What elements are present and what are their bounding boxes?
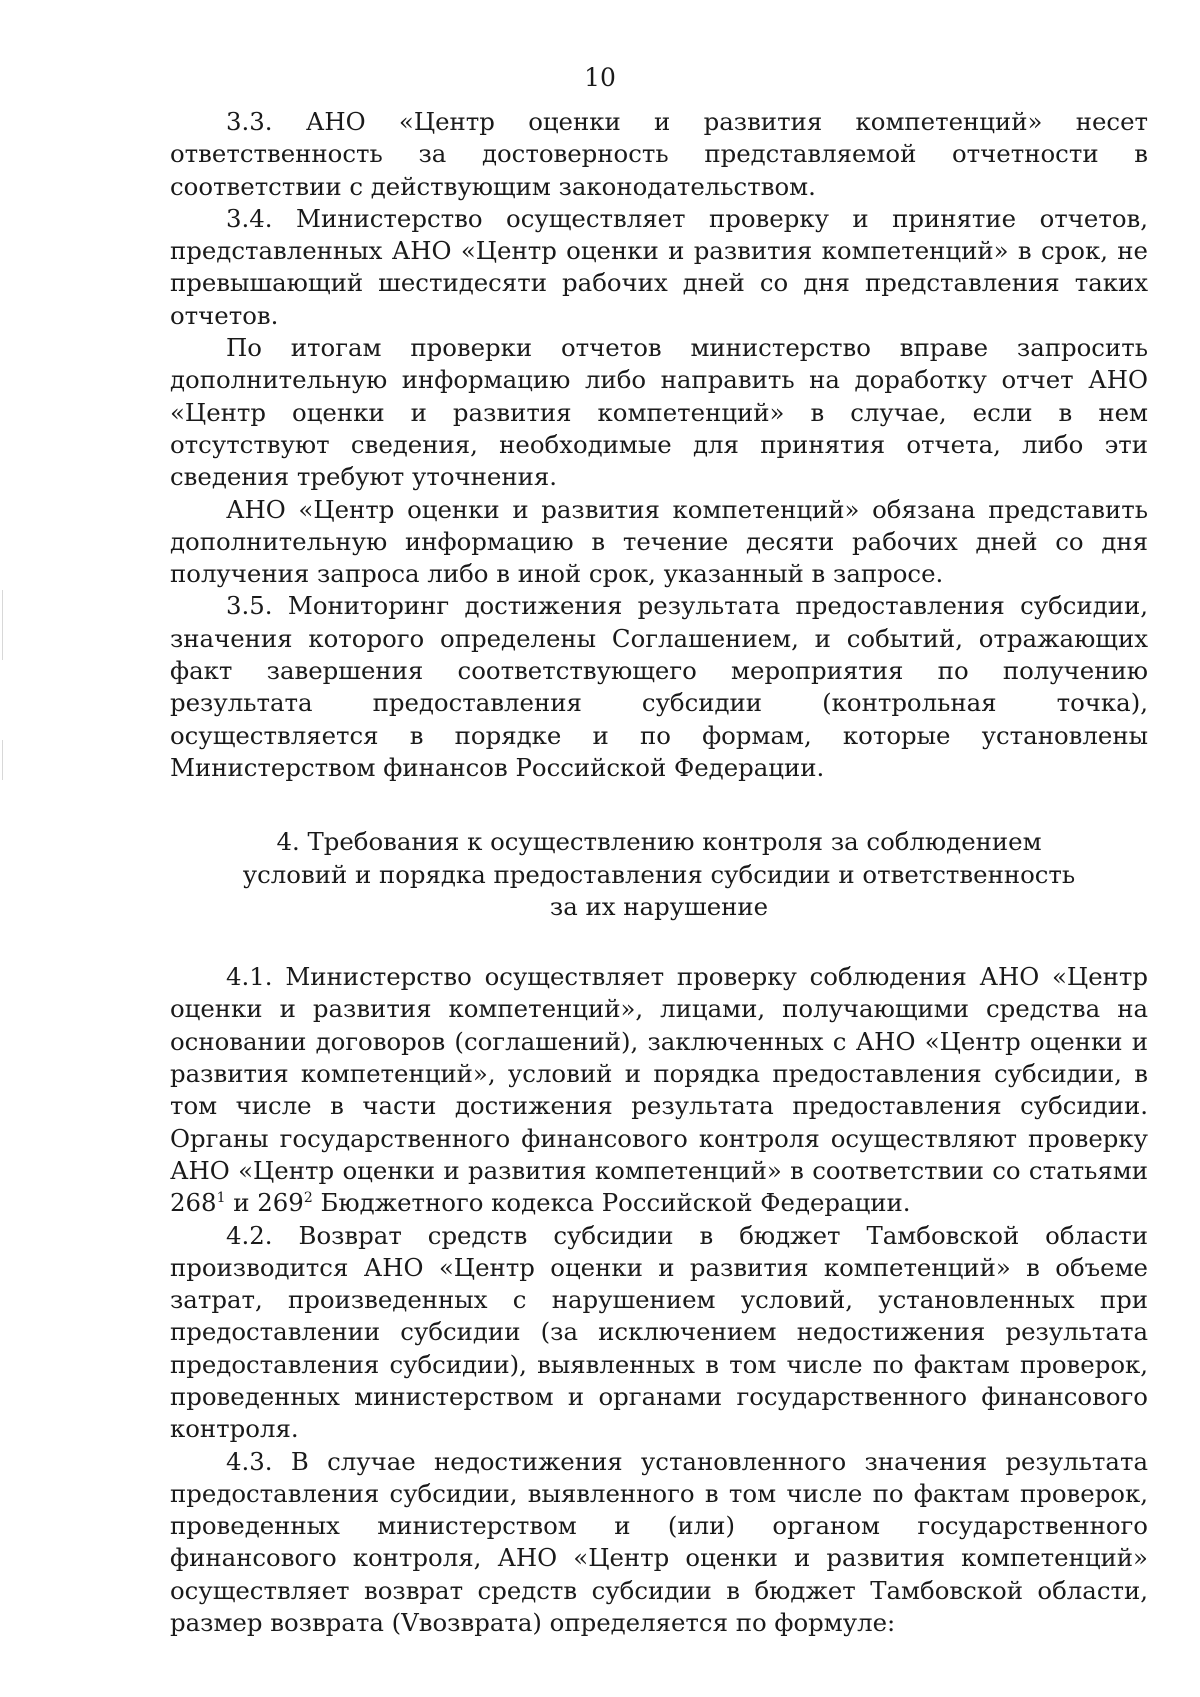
paragraph-3-3: 3.3. АНО «Центр оценки и развития компетенций» несет ответственность за достоверность представляемой отчетности в соответствии с действующим законодательством. <box>170 107 1148 201</box>
paragraph-4-2: 4.2. Возврат средств субсидии в бюджет Тамбовской области производится АНО «Центр оценки и развития компетенций» в объеме затрат, произведенных с нарушением условий, установленных при предоставлении субсидии (за исключением недостижения результата предоставления субсидии), выявленных в том числе по фактам проверок, проведенных министерством и органами государственного финансового контроля. <box>170 1220 1148 1444</box>
scan-edge-mark <box>2 590 3 660</box>
paragraph-3-4-review: По итогам проверки отчетов министерство вправе запросить дополнительную информацию либо направить на доработку отчет АНО «Центр оценки и развития компетенций» в случае, если в нем отсутствуют сведения, необходимые для принятия отчета, либо эти сведения требуют уточнения. <box>170 333 1148 492</box>
paragraph-4-1-text: 4.1. Министерство осуществляет проверку соблюдения АНО «Центр оценки и развития компетенций», лицами, получающими средства на основании договоров (соглашений), заключенных с АНО «Центр оценки и развития компетенций», условий и порядка предоставления субсидии, в том числе в части достижения результата предоставления субсидии. Органы государственного финансового контроля осуществляют проверку АНО «Центр оценки и развития компетенций» в соответствии со статьями 268 <box>170 962 1148 1218</box>
section-4-heading-line: за их нарушение <box>549 891 769 921</box>
superscript-article-269: 2 <box>303 1190 313 1207</box>
paragraph-4-3: 4.3. В случае недостижения установленного значения результата предоставления субсидии, выявленного в том числе по фактам проверок, проведенных министерством и (или) органом государственного финансового контроля, АНО «Центр оценки и развития компетенций» осуществляет возврат средств субсидии в бюджет Тамбовской области, размер возврата (Vвозврата) определяется по формуле: <box>170 1446 1148 1638</box>
paragraph-3-4: 3.4. Министерство осуществляет проверку и принятие отчетов, представленных АНО «Центр оценки и развития компетенций» в срок, не превышающий шестидесяти рабочих дней со дня представления таких отчетов. <box>170 203 1148 330</box>
section-4-heading-line: 4. Требования к осуществлению контроля за соблюдением <box>276 827 1042 857</box>
paragraph-4-1-text: и 269 <box>225 1188 304 1218</box>
section-4-heading <box>170 826 1148 923</box>
paragraph-4-1-text: Бюджетного кодекса Российской Федерации. <box>312 1188 911 1218</box>
document-body <box>170 106 1148 1639</box>
scan-edge-mark <box>2 740 3 780</box>
page-number: 10 <box>584 63 616 92</box>
paragraph-4-1 <box>170 961 1148 1219</box>
paragraph-3-5: 3.5. Мониторинг достижения результата предоставления субсидии, значения которого определены Соглашением, и событий, отражающих факт завершения соответствующего мероприятия по получению результата предоставления субсидии (контрольная точка), осуществляется в порядке и по формам, которые установлены Министерством финансов Российской Федерации. <box>170 591 1148 782</box>
paragraph-3-4-obligation: АНО «Центр оценки и развития компетенций» обязана представить дополнительную информацию в течение десяти рабочих дней со дня получения запроса либо в иной срок, указанный в запросе. <box>170 494 1148 589</box>
superscript-article-268: 1 <box>216 1190 226 1207</box>
section-4-heading-line: условий и порядка предоставления субсидии и ответственность <box>242 859 1076 889</box>
